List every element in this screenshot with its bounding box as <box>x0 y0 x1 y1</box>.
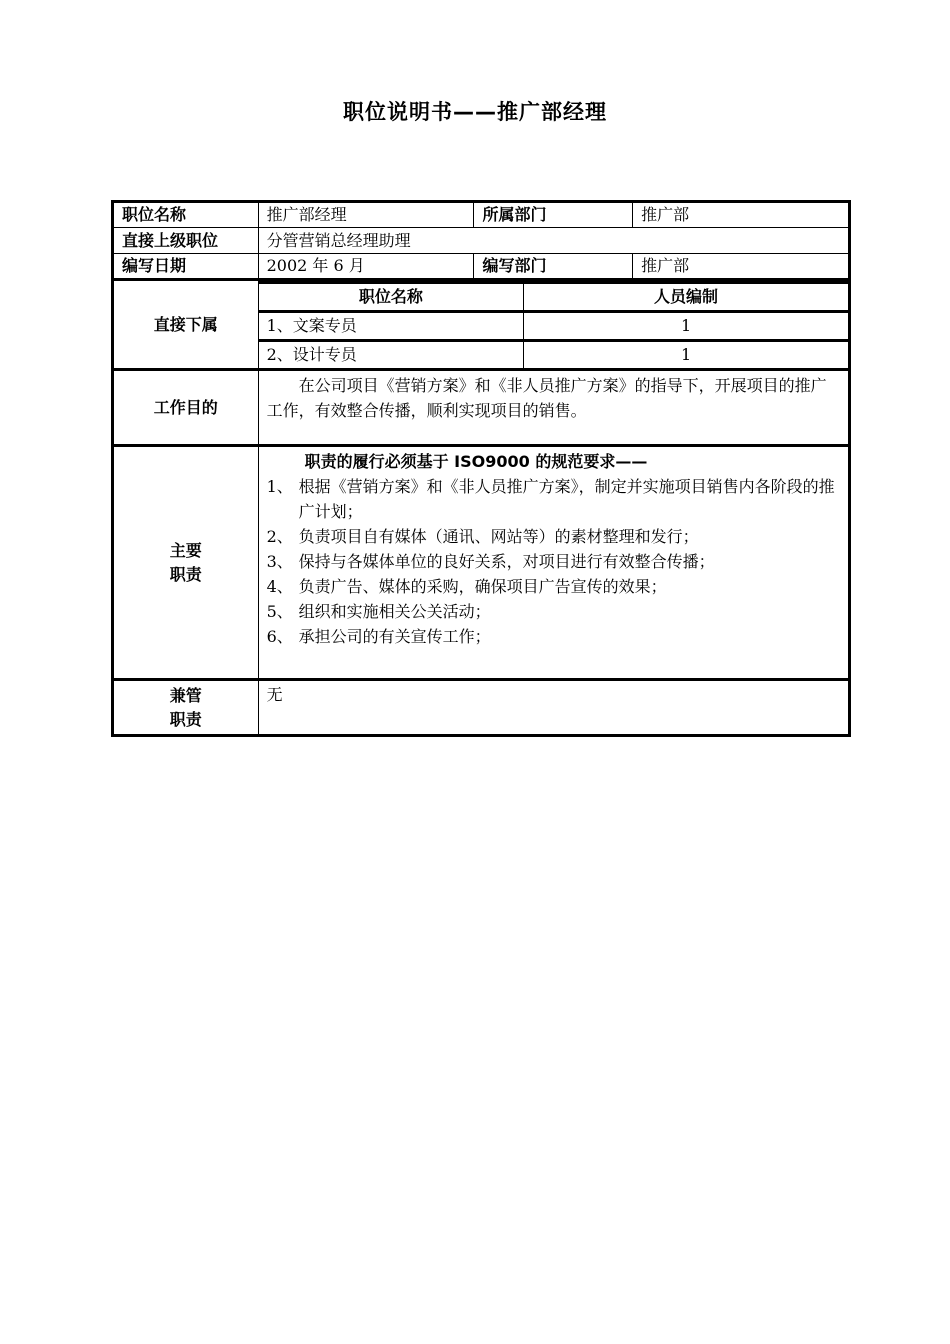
duty-number: 6、 <box>266 627 293 646</box>
duty-text: 负责项目自有媒体（通讯、网站等）的素材整理和发行； <box>298 527 699 546</box>
superior-label: 直接上级职位 <box>113 228 259 254</box>
date-value: 2002 年 6 月 <box>258 254 474 280</box>
subordinates-row <box>113 280 850 370</box>
duties-cell <box>258 446 849 680</box>
duty-number: 5、 <box>266 602 293 621</box>
duty-text: 保持与各媒体单位的良好关系，对项目进行有效整合传播； <box>298 552 715 571</box>
subordinate-count: 1 <box>524 341 848 369</box>
subordinates-table <box>259 281 848 368</box>
duties-row <box>113 446 850 680</box>
duty-number: 2、 <box>266 527 293 546</box>
position-name-label: 职位名称 <box>113 202 259 228</box>
col-position-name: 职位名称 <box>259 283 524 312</box>
duty-number: 1、 <box>266 477 293 496</box>
subordinate-count: 1 <box>524 312 848 341</box>
duty-number: 4、 <box>266 577 293 596</box>
subordinates-header-row <box>259 283 848 312</box>
duty-text: 负责广告、媒体的采购，确保项目广告宣传的效果； <box>298 577 667 596</box>
duties-label-line2: 职责 <box>169 564 202 584</box>
col-headcount: 人员编制 <box>524 283 848 312</box>
info-row-superior <box>113 228 850 254</box>
concurrent-label <box>113 680 259 736</box>
list-item <box>267 524 840 549</box>
department-value: 推广部 <box>633 202 850 228</box>
duty-text: 组织和实施相关公关活动； <box>298 602 491 621</box>
duties-label-line1: 主要 <box>169 540 202 560</box>
date-label: 编写日期 <box>113 254 259 280</box>
list-item <box>267 574 840 599</box>
table-row <box>259 341 848 369</box>
superior-value: 分管营销总经理助理 <box>258 228 849 254</box>
position-name-value: 推广部经理 <box>258 202 474 228</box>
duty-text: 根据《营销方案》和《非人员推广方案》，制定并实施项目销售内各阶段的推广计划； <box>298 477 835 521</box>
department-label: 所属部门 <box>474 202 633 228</box>
page-title: 职位说明书——推广部经理 <box>343 100 607 124</box>
info-row-position <box>113 202 850 228</box>
objective-text: 在公司项目《营销方案》和《非人员推广方案》的指导下，开展项目的推广工作，有效整合传播，顺利实现项目的销售。 <box>266 376 827 420</box>
list-item <box>267 599 840 624</box>
duty-text: 承担公司的有关宣传工作； <box>298 627 491 646</box>
list-item <box>267 474 840 524</box>
table-row <box>259 312 848 341</box>
subordinates-label: 直接下属 <box>113 280 259 370</box>
list-item <box>267 624 840 649</box>
list-item <box>267 549 840 574</box>
objective-label: 工作目的 <box>113 370 259 446</box>
concurrent-value: 无 <box>258 680 849 736</box>
subordinate-name: 2、设计专员 <box>259 341 524 369</box>
duty-number: 3、 <box>266 552 293 571</box>
writing-dept-label: 编写部门 <box>474 254 633 280</box>
concurrent-label-line1: 兼管 <box>169 685 202 705</box>
subordinates-cell <box>258 280 849 370</box>
duties-heading: 职责的履行必须基于 ISO9000 的规范要求—— <box>304 452 648 471</box>
objective-cell <box>258 370 849 446</box>
concurrent-row <box>113 680 850 736</box>
writing-dept-value: 推广部 <box>633 254 850 280</box>
objective-row <box>113 370 850 446</box>
subordinate-name: 1、文案专员 <box>259 312 524 341</box>
job-description-table <box>111 200 851 737</box>
duties-label <box>113 446 259 680</box>
info-row-date <box>113 254 850 280</box>
concurrent-label-line2: 职责 <box>169 709 202 729</box>
